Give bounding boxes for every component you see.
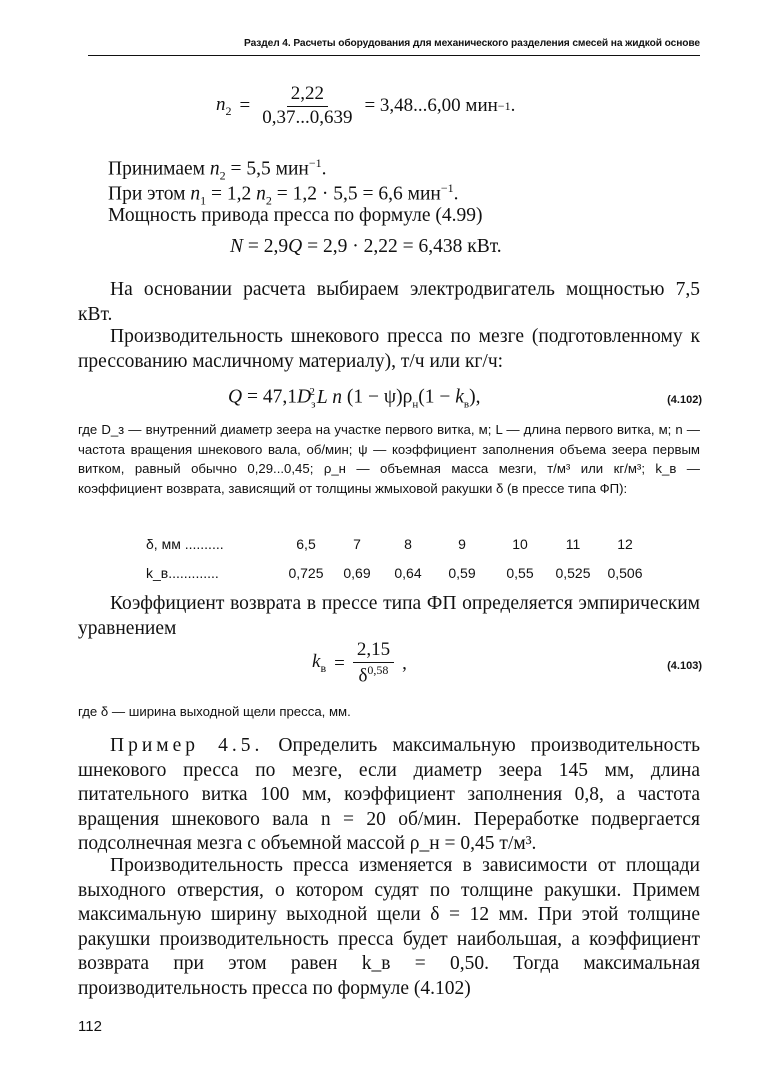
table-cell: 10: [512, 536, 528, 552]
paragraph-motor: На основании расчета выбираем электродвигатель мощностью 7,5 кВт.: [78, 279, 700, 325]
table-cell: 8: [404, 536, 412, 552]
table-label-k: k_в.............: [146, 565, 219, 581]
table-cell: 0,69: [343, 565, 371, 581]
equation-4-103: $k_в$ = $\frac{2,15}{\delta^{0,58}}$ ,: [312, 639, 407, 687]
running-header: Раздел 4. Расчеты оборудования для механического разделения смесей на жидкой основе: [88, 38, 700, 56]
equation-power: N = 2,9Q = 2,9 · 2,22 = 6,438 кВт.: [230, 236, 502, 257]
table-cell: 0,506: [607, 565, 643, 581]
paragraph-max-productivity: Производительность пресса изменяется в зависимости от площади выходного отверстия, о котором судят по толщине ракушки. Примем максимальную ширину выходной щели δ = 12 мм. При этой толщине ракушки производительность пресса будет наибольшая, а коэффициент возврата при этом равен k_в = 0,50. Тогда максимальная производительность пресса по формуле (4.102): [78, 855, 700, 999]
accept-line: Принимаем $n_2 = 5,5$ мин$^{-1}$.: [108, 156, 327, 183]
table-cell: 0,59: [448, 565, 476, 581]
legend-4-103: где δ — ширина выходной щели пресса, мм.: [78, 704, 351, 719]
table-row-k: [146, 565, 650, 581]
table-cell: 0,64: [394, 565, 422, 581]
equation-number-4-102: (4.102): [667, 394, 702, 406]
table-cell: 9: [458, 536, 466, 552]
equation-4-102: $Q = 47,1D_з^2$ L n $(1 - \psi)\rho_н(1 - k_в)$,: [228, 386, 481, 411]
equation-fraction: $\frac{2,22}{0,37...0,639}$: [262, 83, 353, 128]
table-cell: 12: [617, 536, 633, 552]
table-label-delta: δ, мм ..........: [146, 536, 224, 552]
then-line: При этом $n_1 = 1,2$ $n_2 = 1,2 \cdot 5,5 = 6,6$ мин$^{-1}$.: [108, 181, 459, 208]
table-row-delta: [146, 536, 650, 552]
legend-4-102: где D_з — внутренний диаметр зеера на участке первого витка, м; L — длина первого витка, м; n — частота вращения шнекового вала, об/мин; ψ — коэффициент заполнения объема зеера первым витком, равный обычно 0,29...0,45; ρ_н — объемная масса мезги, т/м³ или кг/м³; k_в — коэффициент возврата, зависящий от толщины жмыховой ракушки δ (в прессе типа ФП):: [78, 422, 700, 496]
table-cell: 7: [353, 536, 361, 552]
power-line: Мощность привода пресса по формуле (4.99): [108, 205, 483, 226]
example-label: Пример 4.5.: [110, 735, 264, 756]
equation-number-4-103: (4.103): [667, 660, 702, 672]
example-4-5: [78, 734, 700, 857]
table-cell: 11: [565, 536, 581, 552]
equation-n2: $n_2$ = $\frac{2,22}{0,37...0,639}$ = 3,48...6,00 мин −1 .: [216, 83, 516, 128]
table-cell: 0,55: [506, 565, 534, 581]
example-text: Определить максимальную производительность шнекового пресса по мезге, если диаметр зеера 145 мм, длина питательного витка 100 мм, коэффициент заполнения 0,8, а частота вращения шнекового вала n = 20 об/мин. Переработке подвергается подсолнечная мезга с объемной массой ρ_н = 0,45 т/м³.: [78, 735, 700, 854]
table-cell: 0,725: [288, 565, 324, 581]
equation-fraction: $\frac{2,15}{\delta^{0,58}}$: [353, 640, 394, 687]
table-cell: 6,5: [296, 536, 316, 552]
page-number: 112: [78, 1018, 102, 1035]
table-cell: 0,525: [555, 565, 591, 581]
paragraph-coefficient: Коэффициент возврата в прессе типа ФП определяется эмпирическим уравнением: [78, 593, 700, 639]
paragraph-productivity: Производительность шнекового пресса по мезге (подготовленному к прессованию масличному материалу), т/ч или кг/ч:: [78, 326, 700, 372]
